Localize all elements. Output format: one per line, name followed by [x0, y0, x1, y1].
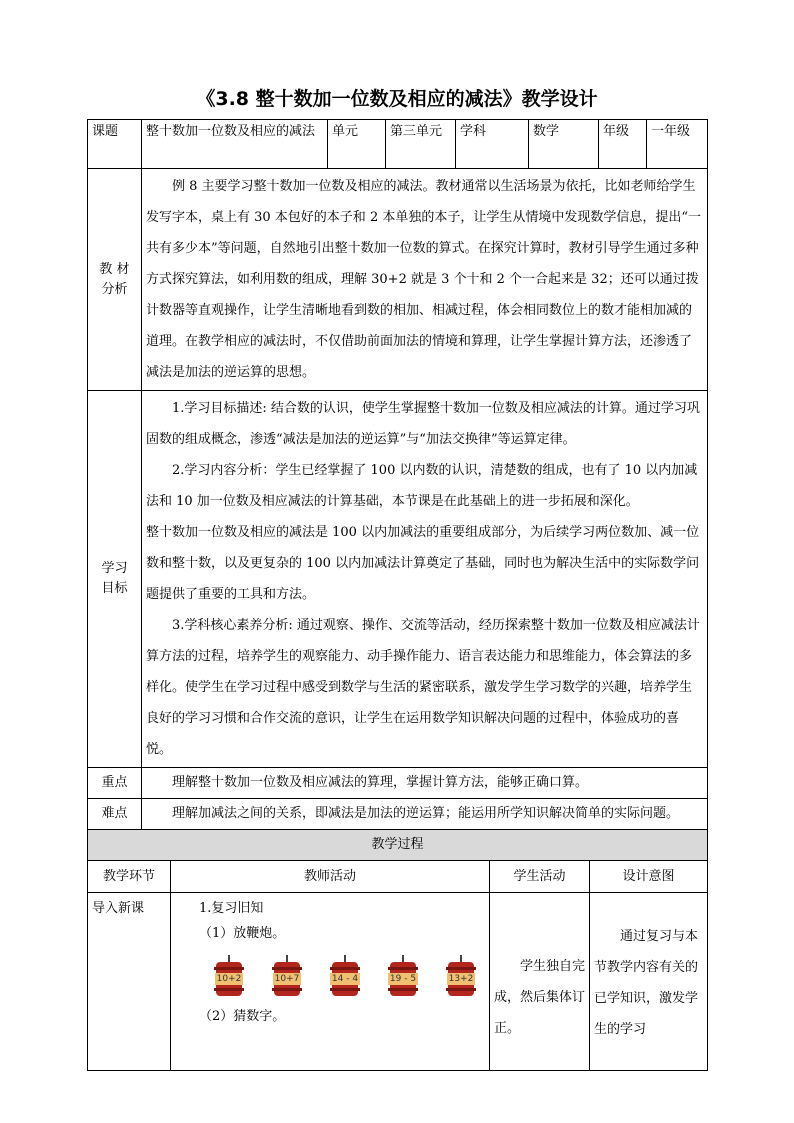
difficulty-label: 难点 [88, 799, 142, 830]
firecracker-task: （1）放鞭炮。 [199, 926, 286, 941]
subject-value: 数学 [529, 120, 599, 169]
guess-number-task: （2）猜数字。 [199, 1009, 286, 1024]
firecracker-expression: 13+2 [448, 974, 474, 984]
fuse-mark [402, 955, 404, 962]
keypoint-label: 重点 [88, 768, 142, 799]
col-teacher: 教师活动 [171, 861, 490, 893]
fuse-mark [344, 955, 346, 962]
firecracker-expression: 10+7 [274, 974, 300, 984]
goals-label: 学习 目标 [88, 391, 142, 768]
topic-label: 课题 [88, 120, 142, 169]
topic-value: 整十数加一位数及相应的减法 [142, 120, 328, 169]
unit-label: 单元 [328, 120, 386, 169]
goals-cell [142, 391, 708, 768]
firecracker-body [274, 962, 300, 996]
subject-label: 学科 [456, 120, 529, 169]
goals-p2: 2.学习内容分析：学生已经掌握了 100 以内数的认识，清楚数的组成，也有了 10 以内加减法和 10 加一位数及相应减法的计算基础，本节课是在此基础上的进一步拓展和深化。 [146, 463, 698, 509]
firecracker-icon [211, 955, 247, 996]
firecracker-body [448, 962, 474, 996]
firecracker-expression: 10+2 [216, 974, 242, 984]
fuse-mark [228, 955, 230, 962]
col-stage: 教学环节 [88, 861, 171, 893]
student-activity [490, 893, 590, 1071]
col-student: 学生活动 [490, 861, 590, 893]
firecracker-expression: 19 - 5 [389, 974, 417, 984]
fuse-mark [286, 955, 288, 962]
student-activity-text: 学生独自完成，然后集体订正。 [494, 959, 586, 1036]
firecracker-body [390, 962, 416, 996]
lesson-info-table [87, 119, 708, 830]
firecracker-body [216, 962, 242, 996]
firecracker-body [332, 962, 358, 996]
keypoint-cell [142, 768, 708, 799]
firecracker-icon [327, 955, 363, 996]
teacher-activity [171, 893, 490, 1071]
difficulty-text: 理解加减法之间的关系，即减法是加法的逆运算；能运用所学知识解决简单的实际问题。 [172, 806, 680, 821]
firecracker-icon [443, 955, 479, 996]
process-header: 教学过程 [88, 830, 708, 861]
design-intent-text: 通过复习与本节教学内容有关的已学知识，激发学生的学习 [594, 929, 699, 1037]
teaching-process-table [87, 829, 708, 1071]
analysis-label: 教 材 分析 [88, 169, 142, 391]
difficulty-cell [142, 799, 708, 830]
goals-p1: 1.学习目标描述: 结合数的认识，使学生掌握整十数加一位数及相应减法的计算。通过学习巩固数的组成概念，渗透“减法是加法的逆运算”与“加法交换律”等运算定律。 [146, 401, 700, 447]
goals-p2b: 整十数加一位数及相应的减法是 100 以内加减法的重要组成部分，为后续学习两位数加、减一位数和整十数，以及更复杂的 100 以内加减法计算奠定了基础，同时也为解决生活中的实际数学问题提供了重要的工具和方法。 [146, 525, 700, 602]
goals-p3: 3.学科核心素养分析: 通过观察、操作、交流等活动，经历探索整十数加一位数及相应减法计算方法的过程，培养学生的观察能力、动手操作能力、语言表达能力和思维能力，体会算法的多样化。使学生在学习过程中感受到数学与生活的紧密联系，激发学生学习数学的兴趣，培养学生良好的学习习惯和合作交流的意识，让学生在运用数学知识解决问题的过程中，体验成功的喜悦。 [146, 618, 700, 757]
grade-value: 一年级 [647, 120, 708, 169]
keypoint-text: 理解整十数加一位数及相应减法的算理，掌握计算方法，能够正确口算。 [172, 775, 589, 790]
col-intent: 设计意图 [590, 861, 708, 893]
stage-cell: 导入新课 [88, 893, 171, 1071]
analysis-text: 例 8 主要学习整十数加一位数及相应的减法。教材通常以生活场景为依托，比如老师给学生发写字本，桌上有 30 本包好的本子和 2 本单独的本子，让学生从情境中发现数学信息，提出“一共有多少本”等问题，自然地引出整十数加一位数的算式。在探究计算时，教材引导学生通过多种方式探究算法，如利用数的组成，理解 30+2 就是 3 个十和 2 个一合起来是 32；还可以通过拨计数器等直观操作，让学生清晰地看到数的相加、相减过程，体会相同数位上的数才能相加减的道理。在教学相应的减法时，不仅借助前面加法的情境和算理，让学生掌握计算方法，还渗透了减法是加法的逆运算的思想。 [146, 179, 701, 380]
unit-value: 第三单元 [386, 120, 456, 169]
firecracker-row [199, 955, 479, 996]
grade-label: 年级 [599, 120, 647, 169]
firecracker-icon [385, 955, 421, 996]
page-title: 《3.8 整十数加一位数及相应的减法》教学设计 [196, 88, 598, 110]
analysis-cell [142, 169, 708, 391]
firecracker-expression: 14 - 4 [331, 974, 359, 984]
firecracker-icon [269, 955, 305, 996]
fuse-mark [460, 955, 462, 962]
design-intent [590, 893, 708, 1071]
review-heading: 1.复习旧知 [199, 901, 264, 916]
